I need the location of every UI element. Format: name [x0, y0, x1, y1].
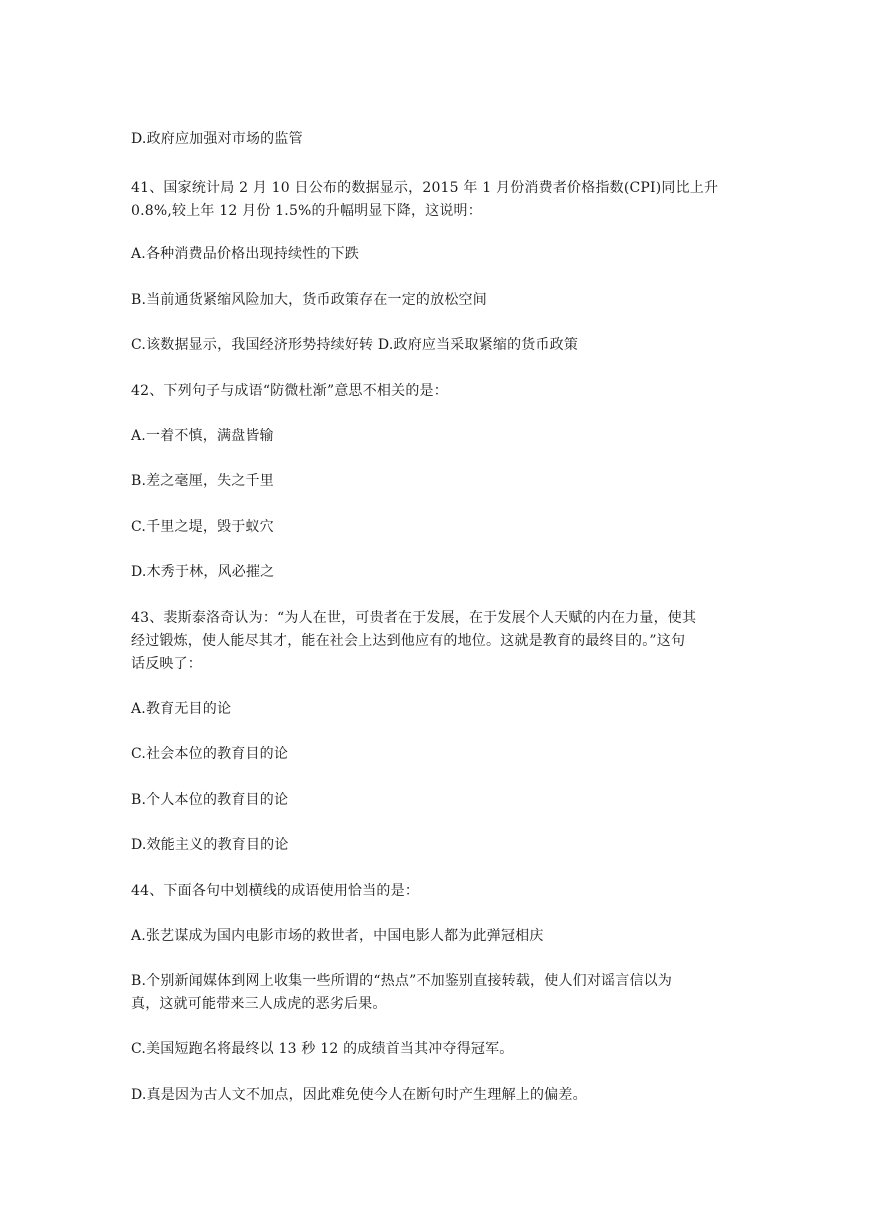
question-42-option-a: A.一着不慎，满盘皆输 — [131, 428, 274, 444]
question-41-option-b: B.当前通货紧缩风险加大，货币政策存在一定的放松空间 — [131, 292, 487, 308]
question-41-line-1: 41、国家统计局 2 月 10 日公布的数据显示，2015 年 1 月份消费者价格指数(CPI)同比上升 — [131, 180, 719, 196]
question-43-option-c: C.社会本位的教育目的论 — [131, 746, 289, 762]
option-d-prev: D.政府应加强对市场的监管 — [131, 131, 303, 147]
question-43-option-b: B.个人本位的教育目的论 — [131, 792, 289, 808]
question-41-option-cd: C.该数据显示，我国经济形势持续好转 D.政府应当采取紧缩的货币政策 — [131, 337, 579, 353]
question-44-option-a: A.张艺谋成为国内电影市场的救世者，中国电影人都为此弹冠相庆 — [131, 928, 544, 944]
question-43-line-2: 经过锻炼，使人能尽其才，能在社会上达到他应有的地位。这就是教育的最终目的。”这句 — [131, 633, 686, 649]
question-41-line-2: 0.8%,较上年 12 月份 1.5%的升幅明显下降，这说明： — [131, 203, 482, 219]
question-43-option-d: D.效能主义的教育目的论 — [131, 837, 289, 853]
question-43-line-3: 话反映了： — [131, 656, 202, 672]
question-44-option-b-line-1: B.个别新闻媒体到网上收集一些所谓的“热点”不加鉴别直接转载，使人们对谣言信以为 — [131, 973, 673, 989]
question-42: 42、下列句子与成语“防微杜渐”意思不相关的是： — [131, 383, 448, 399]
question-44-option-d: D.真是因为古人文不加点，因此难免使今人在断句时产生理解上的偏差。 — [131, 1087, 587, 1103]
question-43-option-a: A.教育无目的论 — [131, 701, 232, 717]
question-41-option-a: A.各种消费品价格出现持续性的下跌 — [131, 246, 359, 262]
question-44-option-c: C.美国短跑名将最终以 13 秒 12 的成绩首当其冲夺得冠军。 — [131, 1041, 514, 1057]
question-42-option-c: C.千里之堤，毁于蚁穴 — [131, 519, 274, 535]
question-42-option-b: B.差之毫厘，失之千里 — [131, 473, 274, 489]
question-44: 44、下面各句中划横线的成语使用恰当的是： — [131, 883, 420, 899]
question-44-option-b-line-2: 真，这就可能带来三人成虎的恶劣后果。 — [131, 996, 387, 1012]
question-43-line-1: 43、裴斯泰洛奇认为：“为人在世，可贵者在于发展，在于发展个人天赋的内在力量，使其 — [131, 610, 697, 626]
question-42-option-d: D.木秀于林，风必摧之 — [131, 564, 275, 580]
